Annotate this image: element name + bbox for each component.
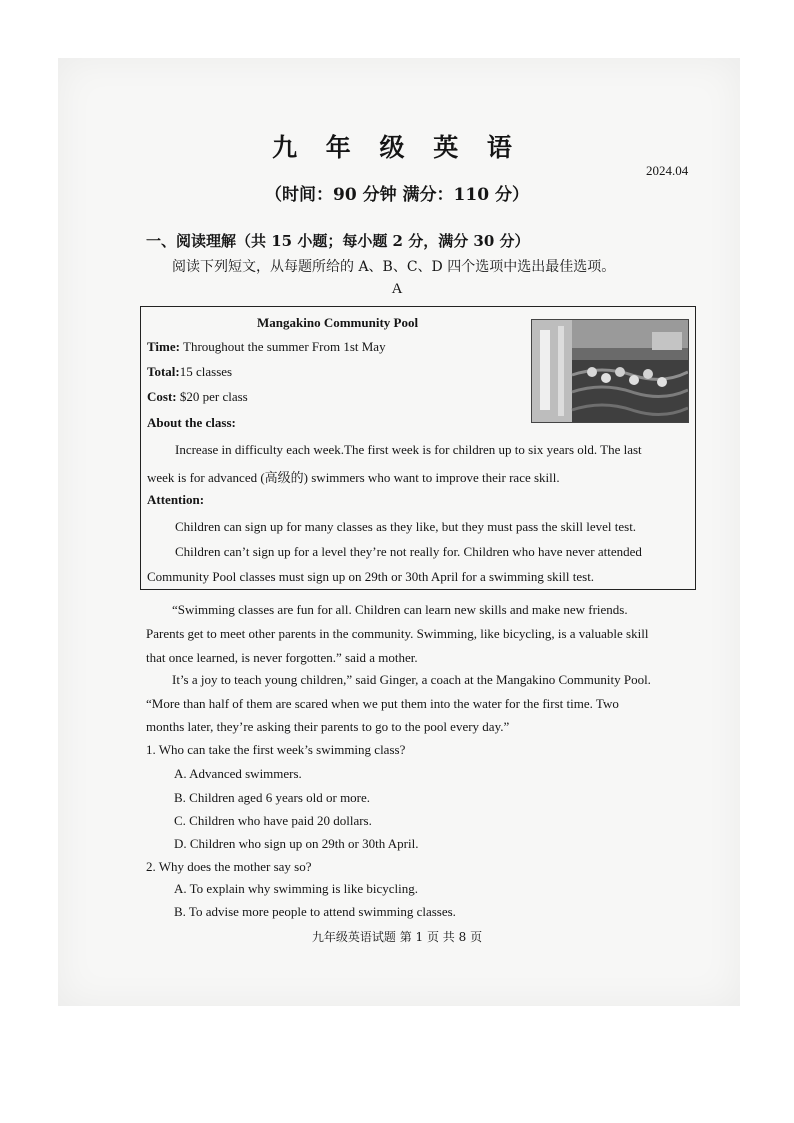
exam-date: 2024.04 <box>646 163 689 178</box>
passage-paragraph-line: months later, they’re asking their parents to go to the pool every day.” <box>146 719 510 734</box>
passage-paragraph-line: “Swimming classes are fun for all. Children can learn new skills and make new friends. <box>172 602 628 617</box>
exam-subtitle: （时间：90 分钟 满分：110 分） <box>265 185 529 205</box>
question-2-option-b[interactable]: B. To advise more people to attend swimming classes. <box>174 904 456 919</box>
pool-notice-box <box>140 306 696 590</box>
question-1: 1. Who can take the first week’s swimming class? <box>146 742 406 757</box>
attention-text-line: Community Pool classes must sign up on 29th or 30th April for a swimming skill test. <box>147 569 595 584</box>
about-text-line: Increase in difficulty each week.The first week is for children up to six years old. The last <box>175 442 642 457</box>
exam-title: 九 年 级 英 语 <box>272 133 522 162</box>
time-field <box>147 339 386 355</box>
question-1-option-a[interactable]: A. Advanced swimmers. <box>174 766 302 781</box>
total-field <box>147 364 232 380</box>
passage-label: A <box>391 281 403 297</box>
time-label: Time: <box>147 339 180 354</box>
question-1-option-d[interactable]: D. Children who sign up on 29th or 30th April. <box>174 836 419 851</box>
total-value: 15 classes <box>179 364 233 379</box>
passage-paragraph-line: It’s a joy to teach young children,” said Ginger, a coach at the Mangakino Community Pool. <box>172 672 651 687</box>
attention-text-line: Children can’t sign up for a level they’re not really for. Children who have never attended <box>175 544 642 559</box>
question-1-option-c[interactable]: C. Children who have paid 20 dollars. <box>174 813 372 828</box>
passage-paragraph-line: that once learned, is never forgotten.” said a mother. <box>146 650 418 665</box>
cost-label: Cost: <box>147 389 177 404</box>
section-heading: 一、阅读理解（共 15 小题；每小题 2 分，满分 30 分） <box>146 232 530 250</box>
cost-value: $20 per class <box>176 389 248 404</box>
passage-paragraph-line: Parents get to meet other parents in the community. Swimming, like bicycling, is a valuable skill <box>146 626 649 641</box>
page-footer: 九年级英语试题 第 1 页 共 8 页 <box>311 930 483 944</box>
notice-title: Mangakino Community Pool <box>257 315 419 330</box>
attention-label: Attention: <box>147 492 205 507</box>
swimming-class-photo <box>531 319 689 423</box>
about-text-line: week is for advanced (高级的) swimmers who want to improve their race skill. <box>147 470 560 485</box>
question-2: 2. Why does the mother say so? <box>146 859 312 874</box>
question-2-option-a[interactable]: A. To explain why swimming is like bicycling. <box>174 881 419 896</box>
cost-field <box>147 389 248 405</box>
attention-text-line: Children can sign up for many classes as they like, but they must pass the skill level test. <box>175 519 637 534</box>
section-instruction: 阅读下列短文，从每题所给的 A、B、C、D 四个选项中选出最佳选项。 <box>172 259 616 275</box>
time-value: Throughout the summer From 1st May <box>179 339 386 354</box>
about-label: About the class: <box>147 415 236 430</box>
question-1-option-b[interactable]: B. Children aged 6 years old or more. <box>174 790 371 805</box>
total-label: Total: <box>147 364 180 379</box>
passage-paragraph-line: “More than half of them are scared when we put them into the water for the first time. Two <box>146 696 619 711</box>
